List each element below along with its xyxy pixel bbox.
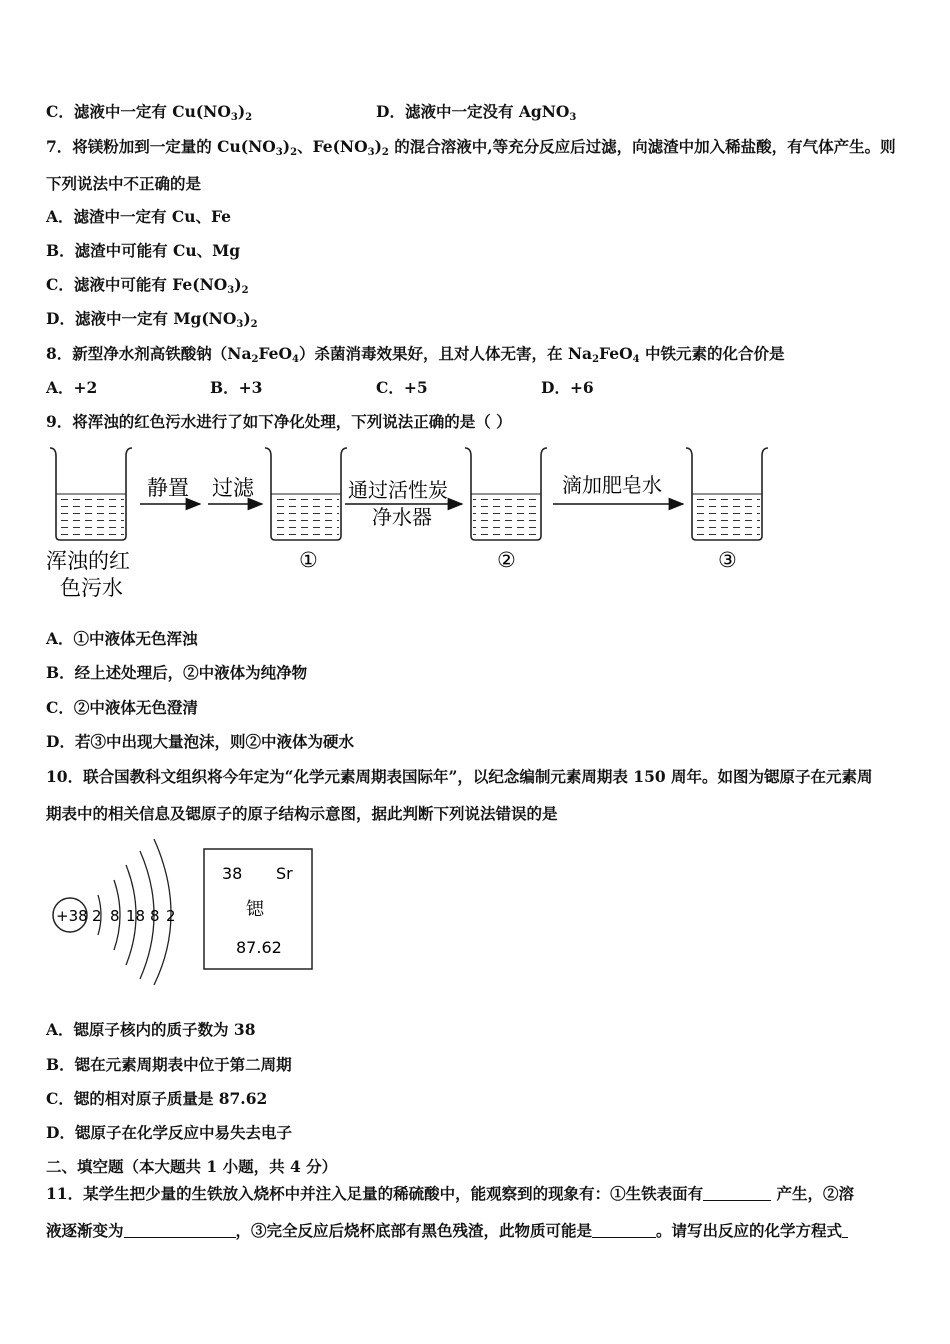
q9-option-d: D．若③中出现大量泡沫，则②中液体为硬水 [46,732,354,751]
q7-option-c: C．滤液中可能有 $Fe(NO_3)_2$ [46,275,249,296]
q8-option-c: C．+5 [376,378,428,397]
shell-electrons-5: 2 [166,907,176,925]
q9-stem: 9．将浑浊的红色污水进行了如下净化处理，下列说法正确的是（ ） [46,412,512,431]
periodic-table-cell [200,845,320,975]
beaker-2 [465,448,547,540]
shell-electrons-4: 8 [150,907,160,925]
shell-electrons-1: 2 [92,907,102,925]
label-filter: 过滤 [212,476,254,500]
q9-option-b: B．经上述处理后，②中液体为纯净物 [46,663,308,682]
element-symbol: Sr [276,864,293,883]
beaker-start [50,448,132,540]
q11-line2: 液逐渐变为 ，③完全反应后烧杯底部有黑色残渣，此物质可能是 。请写出反应的化学方程式 [46,1220,848,1242]
atomic-number: 38 [222,864,243,883]
section-heading: 二、填空题（本大题共 1 小题，共 4 分） [46,1157,338,1176]
q8-option-a: A．+2 [46,378,98,397]
label-carbon-1: 通过活性炭 [348,478,448,502]
label-carbon-2: 净水器 [372,505,432,529]
label-start-2: 色污水 [60,576,123,600]
element-name: 锶 [246,899,264,920]
answer-blank-2[interactable] [124,1221,236,1238]
label-beaker-3: ③ [718,548,737,572]
beaker-3 [686,448,768,540]
atomic-mass: 87.62 [236,938,282,957]
q8-stem: 8．新型净水剂高铁酸钠$(Na_2FeO_4)$杀菌消毒效果好，且对人体无害，在 $Na_2FeO_4$ 中铁元素的化合价是 [46,344,785,365]
q10-option-a: A．锶原子核内的质子数为 38 [46,1020,256,1039]
q10-stem-line1: 10．联合国教科文组织将今年定为“化学元素周期表国际年”，以纪念编制元素周期表 150 周年。如图为锶原子在元素周 [46,767,873,786]
label-start-1: 浑浊的红 [46,549,130,573]
q7-stem-line2: 下列说法中不正确的是 [46,174,202,193]
q9-option-c: C．②中液体无色澄清 [46,698,198,717]
q8-option-d: D．+6 [541,378,594,397]
q6-option-c: C．滤液中一定有 $Cu(NO_3)_2$ [46,102,253,123]
q8-option-b: B．+3 [210,378,263,397]
q7-option-a: A．滤渣中一定有 Cu、Fe [46,207,232,226]
q6-option-d: D．滤液中一定没有 AgNO$_3$ [376,102,577,123]
label-beaker-1: ① [299,548,318,572]
label-settle: 静置 [147,476,189,500]
q10-option-c: C．锶的相对原子质量是 87.62 [46,1089,268,1108]
nucleus-charge: +38 [56,907,88,925]
answer-blank-3[interactable] [592,1221,656,1238]
label-soap: 滴加肥皂水 [562,473,662,497]
water-purification-diagram [0,440,950,610]
answer-blank-1[interactable] [703,1184,771,1201]
shell-electrons-2: 8 [110,907,120,925]
answer-blank-4[interactable] [842,1221,848,1238]
shell-electrons-3: 18 [126,907,146,925]
q10-option-d: D．锶原子在化学反应中易失去电子 [46,1123,292,1142]
q11-line1: 11．某学生把少量的生铁放入烧杯中并注入足量的稀硫酸中，能观察到的现象有：①生铁表面有 产生，②溶 [46,1184,854,1203]
beaker-1 [265,448,347,540]
q7-option-b: B．滤渣中可能有 Cu、Mg [46,241,241,260]
q10-stem-line2: 期表中的相关信息及锶原子的原子结构示意图，据此判断下列说法错误的是 [46,804,558,823]
q7-option-d: D．滤液中一定有 $Mg(NO_3)_2$ [46,309,258,330]
label-beaker-2: ② [497,548,516,572]
q9-option-a: A．①中液体无色浑浊 [46,629,198,648]
q10-option-b: B．锶在元素周期表中位于第二周期 [46,1055,292,1074]
q7-stem: 7．将镁粉加到一定量的 $Cu(NO_3)_2$、$Fe(NO_3)_2$ 的混合溶液中,等充分反应后过滤，向滤渣中加入稀盐酸，有气体产生。则 [46,137,896,158]
